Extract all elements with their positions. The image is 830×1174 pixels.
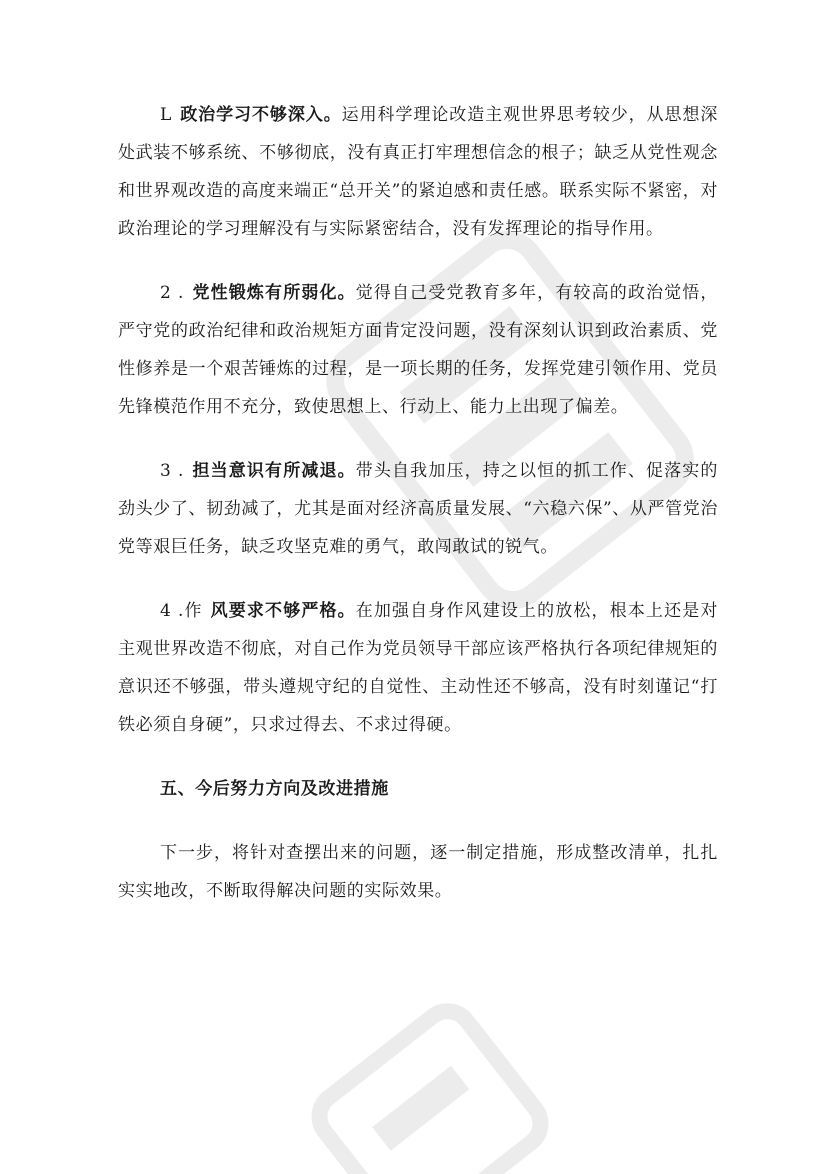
item-4-text: 在加强自身作风建设上的放松，根本上还是对主观世界改造不彻底，对自己作为党员领导干部应该严格执行各项纪律规矩的意识还不够强，带头遵规守纪的自觉性、主动性还不够高，没有时刻谨记“打铁必须自身硬”，只求过得去、不求过得硬。 <box>118 601 718 735</box>
item-3-heading: 担当意识有所减退。 <box>191 461 356 481</box>
item-2-heading: 党性锻炼有所弱化。 <box>191 283 356 303</box>
item-2-number: 2 . <box>160 283 184 303</box>
item-4-heading: 风要求不够严格。 <box>210 601 356 621</box>
item-3-text: 带头自我加压，持之以恒的抓工作、促落实的劲头少了、韧劲减了，尤其是面对经济高质量发展、“六稳六保”、从严管党治党等艰巨任务，缺乏攻坚克难的勇气，敢闯敢试的锐气。 <box>118 461 718 557</box>
section-title: 五、今后努力方向及改进措施 <box>160 779 389 799</box>
item-1 <box>118 96 718 248</box>
item-3 <box>118 452 718 566</box>
watermark-logo-bottom <box>296 988 564 1174</box>
item-4 <box>118 592 718 744</box>
item-1-number: L <box>160 105 172 125</box>
item-2-text: 觉得自己受党教育多年，有较高的政治觉悟，严守党的政治纪律和政治规矩方面肯定没问题，没有深刻认识到政治素质、党性修养是一个艰苦锤炼的过程，是一项长期的任务，发挥党建引领作用、党员先锋模范作用不充分，致使思想上、行动上、能力上出现了偏差。 <box>118 283 718 417</box>
item-1-text: 运用科学理论改造主观世界思考较少，从思想深处武装不够系统、不够彻底，没有真正打牢理想信念的根子；缺乏从党性观念和世界观改造的高度来端正“总开关”的紧迫感和责任感。联系实际不紧密，对政治理论的学习理解没有与实际紧密结合，没有发挥理论的指导作用。 <box>118 105 718 239</box>
section-body: 下一步，将针对查摆出来的问题，逐一制定措施，形成整改清单，扎扎实实地改，不断取得解决问题的实际效果。 <box>118 843 718 901</box>
item-3-number: 3 . <box>160 461 184 481</box>
item-4-number: 4 .作 <box>160 601 203 621</box>
document-body <box>118 96 718 936</box>
item-2 <box>118 274 718 426</box>
item-1-heading: 政治学习不够深入。 <box>179 105 342 125</box>
